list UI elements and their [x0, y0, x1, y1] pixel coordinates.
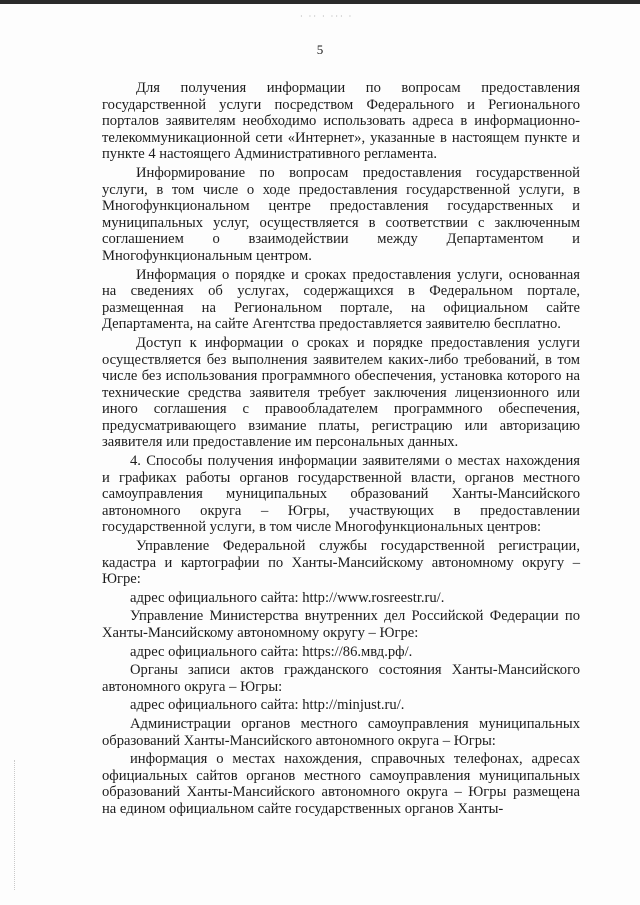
paragraph-zags-url: адрес официального сайта: http://minjust.ru/. — [130, 697, 405, 714]
paragraph-mfc-informing: Информирование по вопросам предоставления государственной услуги, в том числе о ходе предоставления государственной услуги, в Многофункциональном центре предоставления государственных и муниципальных услуг, осуществляется в соответствии с заключенным соглашением о взаимодействии между Департаментом и Многофункциональным центром. — [102, 164, 580, 264]
paragraph-rosreestr: Управление Федеральной службы государственной регистрации, кадастра и картографии по Ханты-Мансийскому автономному округу – Югре: — [102, 538, 580, 588]
page-number: 5 — [316, 42, 324, 57]
paragraph-mvd-url: адрес официального сайта: https://86.мвд.рф/. — [130, 643, 413, 660]
paragraph-access-requirements: Доступ к информации о сроках и порядке предоставления услуги осуществляется без выполнения заявителем каких-либо требований, в том числе без использования программного обеспечения, установка которого на технические средства заявителя требует заключения лицензионного или иного соглашения с правообладателем программного обеспечения, предусматривающего взимание платы, регистрацию или авторизацию заявителя или предоставление им персональных данных. — [102, 334, 580, 451]
scan-artifact-mark: · ·· · ··· · — [300, 12, 354, 21]
paragraph-portals-info: Для получения информации по вопросам предоставления государственной услуги посредством Федерального и Регионального порталов заявителям необходимо использовать адреса в информационно-телекоммуникационной сети «Интернет», указанные в настоящем пункте и пункте 4 настоящего Административного регламента. — [102, 80, 580, 163]
paragraph-section-4: 4. Способы получения информации заявителями о местах нахождения и графиках работы органов государственной власти, органов местного самоуправления муниципальных образований Ханты-Мансийского автономного округа – Югры, участвующих в предоставлении государственной услуги, в том числе Многофункциональных центров: — [102, 453, 580, 536]
paragraph-local-info: информация о местах нахождения, справочных телефонах, адресах официальных сайтов органов местного самоуправления муниципальных образований Ханты-Мансийского автономного округа – Югры размещена на едином официальном сайте государственных органов Ханты- — [102, 751, 580, 817]
scan-top-edge — [0, 0, 640, 4]
scan-left-specks — [14, 760, 17, 890]
paragraph-local-administrations: Администрации органов местного самоуправления муниципальных образований Ханты-Мансийского автономного округа – Югры: — [102, 715, 580, 749]
document-body — [102, 80, 580, 818]
paragraph-free-information: Информация о порядке и сроках предоставления услуги, основанная на сведениях об услугах, содержащихся в Федеральном портале, размещенная на Региональном портале, на официальном сайте Департамента, на сайте Агентства предоставляется заявителю бесплатно. — [102, 266, 580, 333]
paragraph-mvd: Управление Министерства внутренних дел Российской Федерации по Ханты-Мансийскому автономному округу – Югре: — [102, 608, 580, 641]
paragraph-zags: Органы записи актов гражданского состояния Ханты-Мансийского автономного округа – Югры: — [102, 662, 580, 695]
paragraph-rosreestr-url: адрес официального сайта: http://www.rosreestr.ru/. — [130, 589, 445, 606]
